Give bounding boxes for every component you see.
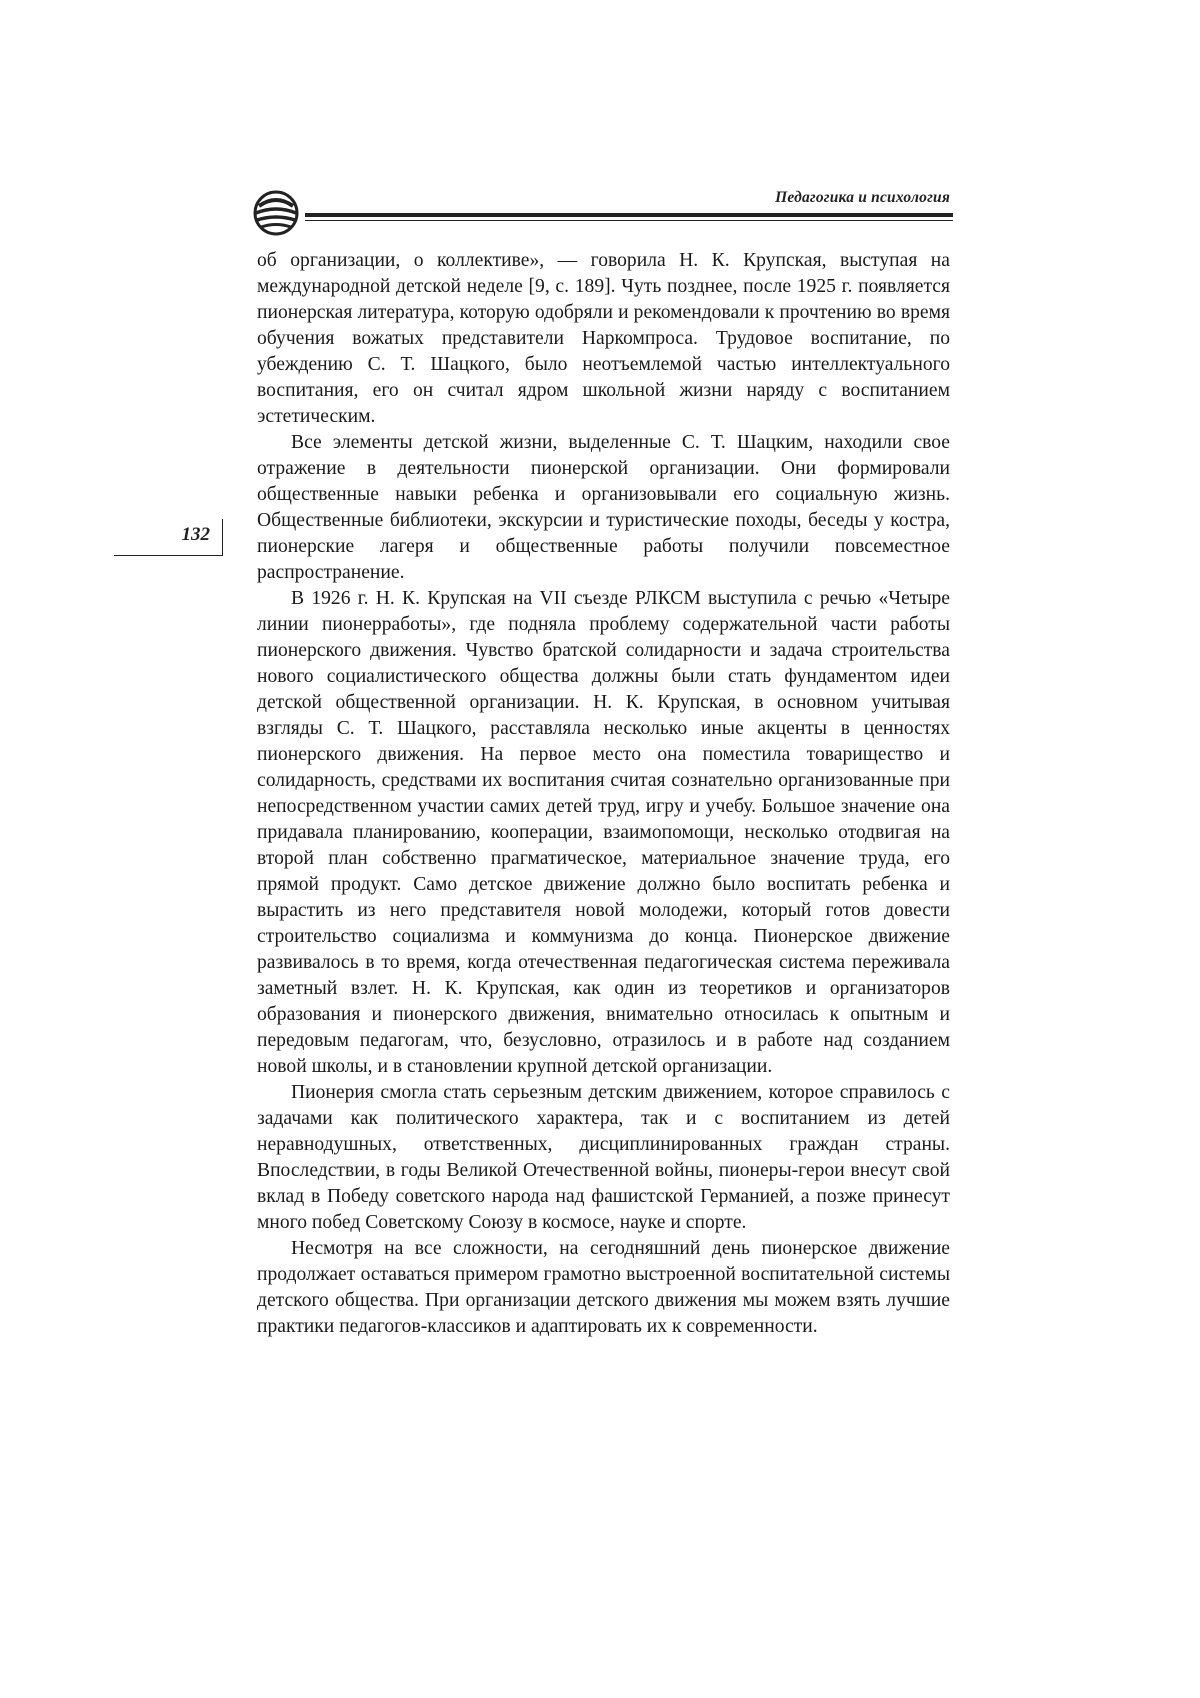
body-text	[257, 248, 950, 1340]
paragraph-3: В 1926 г. Н. К. Крупская на VII съезде РЛКСМ выступила с речью «Четыре линии пионерработы», где подняла проблему содержательной части работы пионерского движения. Чувство братской солидарности и задача строительства нового социалистического общества должны были стать фундаментом идеи детской общественной организации. Н. К. Крупская, в основном учитывая взгляды С. Т. Шацкого, расставляла несколько иные акценты в ценностях пионерского движения. На первое место она поместила товарищество и солидарность, средствами их воспитания считая сознательно организованные при непосредственном участии самих детей труд, игру и учебу. Большое значение она придавала планированию, кооперации, взаимопомощи, несколько отодвигая на второй план собственно прагматическое, материальное значение труда, его прямой продукт. Само детское движение должно было воспитать ребенка и вырастить из него представителя новой молодежи, который готов довести строительство социализма и коммунизма до конца. Пионерское движение развивалось в то время, когда отечественная педагогическая система переживала заметный взлет. Н. К. Крупская, как один из теоретиков и организаторов образования и пионерского движения, внимательно относилась к опытным и передовым педагогам, что, безусловно, отразилось и в работе над созданием новой школы, и в становлении крупной детской организации.	[257, 588, 950, 1077]
paragraph-2: Все элементы детской жизни, выделенные С. Т. Шацким, находили свое отражение в деятельности пионерской организации. Они формировали общественные навыки ребенка и организовывали его социальную жизнь. Общественные библиотеки, экскурсии и туристические походы, беседы у костра, пионерские лагеря и общественные работы получили повсеместное распространение.	[257, 432, 950, 583]
paragraph-4: Пионерия смогла стать серьезным детским движением, которое справилось с задачами как политического характера, так и с воспитанием из детей неравнодушных, ответственных, дисциплинированных граждан страны. Впоследствии, в годы Великой Отечественной войны, пионеры-герои внесут свой вклад в Победу советского народа над фашистской Германией, а позже принесут много побед Советскому Союзу в космосе, науке и спорте.	[257, 1082, 950, 1233]
running-header	[253, 187, 953, 233]
section-title: Педагогика и психология	[775, 189, 950, 206]
page-number: 132	[181, 524, 210, 545]
header-rule-thick	[305, 213, 953, 217]
header-rule-thin	[305, 220, 953, 221]
paragraph-5: Несмотря на все сложности, на сегодняшний день пионерское движение продолжает оставаться примером грамотно выстроенной воспитательной системы детского общества. При организации детского движения мы можем взять лучшие практики педагогов-классиков и адаптировать их к современности.	[257, 1238, 950, 1337]
paragraph-1: об организации, о коллективе», — говорила Н. К. Крупская, выступая на международной детской неделе [9, с. 189]. Чуть позднее, после 1925 г. появляется пионерская литература, которую одобряли и рекомендовали к прочтению во время обучения вожатых представители Наркомпроса. Трудовое воспитание, по убеждению С. Т. Шацкого, было неотъемлемой частью интеллектуального воспитания, его он считал ядром школьной жизни наряду с воспитанием эстетическим.	[257, 250, 950, 427]
wave-sun-emblem-icon	[253, 190, 299, 236]
page-number-box	[114, 519, 223, 556]
